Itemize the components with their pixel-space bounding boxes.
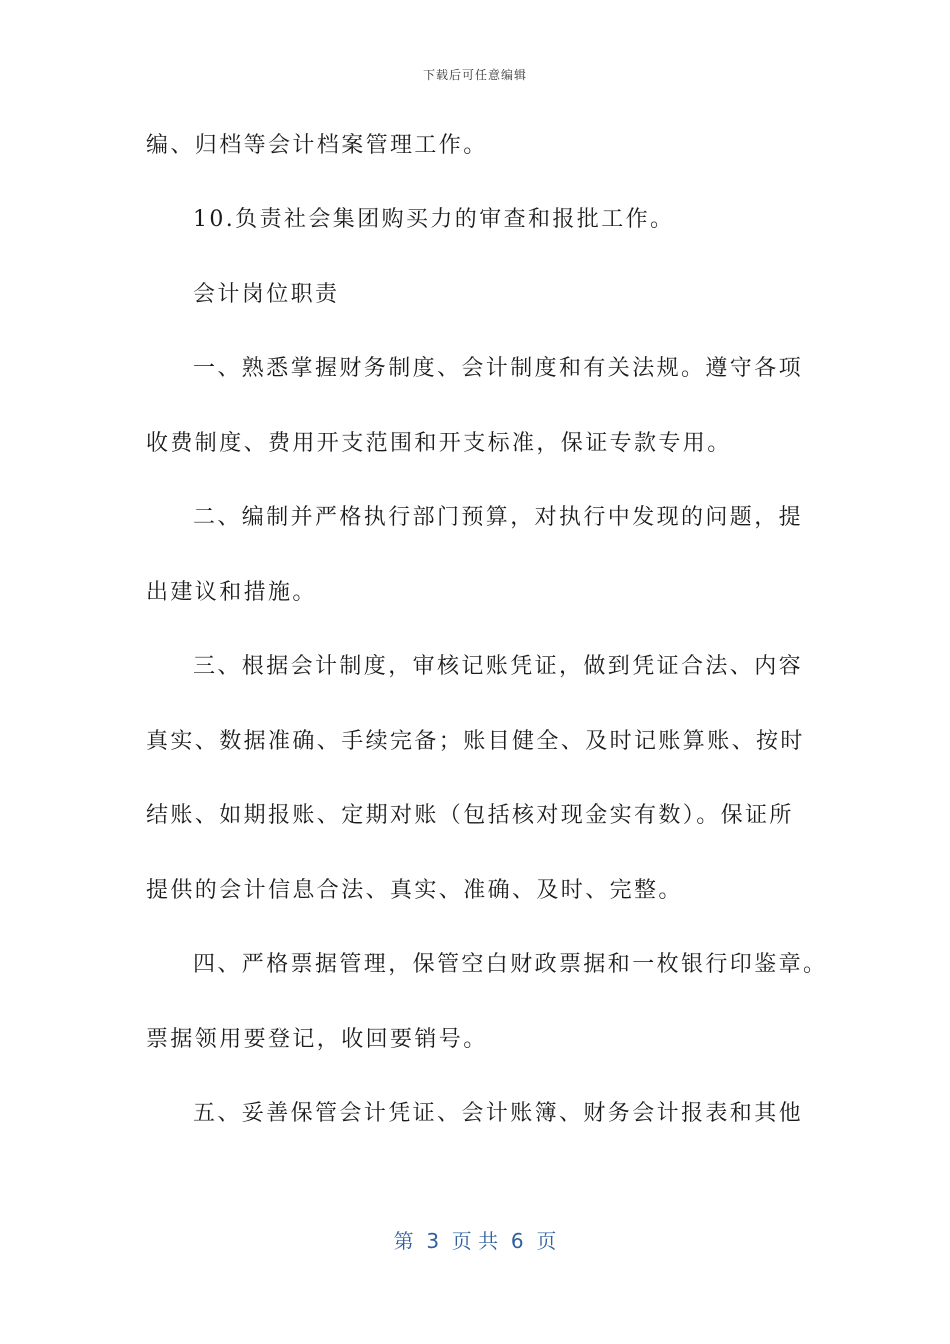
paragraph-line: 三、根据会计制度，审核记账凭证，做到凭证合法、内容 [193,654,804,679]
paragraph-line: 出建议和措施。 [146,580,317,605]
paragraph-line: 真实、数据准确、手续完备；账目健全、及时记账算账、按时 [146,729,805,754]
paragraph-line: 二、编制并严格执行部门预算，对执行中发现的问题，提 [193,505,804,530]
page-number-footer: 第 3 页 共 6 页 [393,1229,557,1253]
paragraph-line: 编、归档等会计档案管理工作。 [146,133,488,158]
paragraph-line: 收费制度、费用开支范围和开支标准，保证专款专用。 [146,431,732,456]
paragraph-line: 四、严格票据管理，保管空白财政票据和一枚银行印鉴章。 [193,952,828,977]
page-header: 下载后可任意编辑 [422,68,527,82]
paragraph-line: 10.负责社会集团购买力的审查和报批工作。 [193,207,675,232]
paragraph-line: 票据领用要登记，收回要销号。 [146,1027,488,1052]
section-heading: 会计岗位职责 [193,282,340,307]
paragraph-line: 五、妥善保管会计凭证、会计账簿、财务会计报表和其他 [193,1101,804,1126]
paragraph-line: 结账、如期报账、定期对账（包括核对现金实有数）。保证所 [146,803,794,828]
paragraph-line: 提供的会计信息合法、真实、准确、及时、完整。 [146,878,683,903]
paragraph-line: 一、熟悉掌握财务制度、会计制度和有关法规。遵守各项 [193,356,804,381]
